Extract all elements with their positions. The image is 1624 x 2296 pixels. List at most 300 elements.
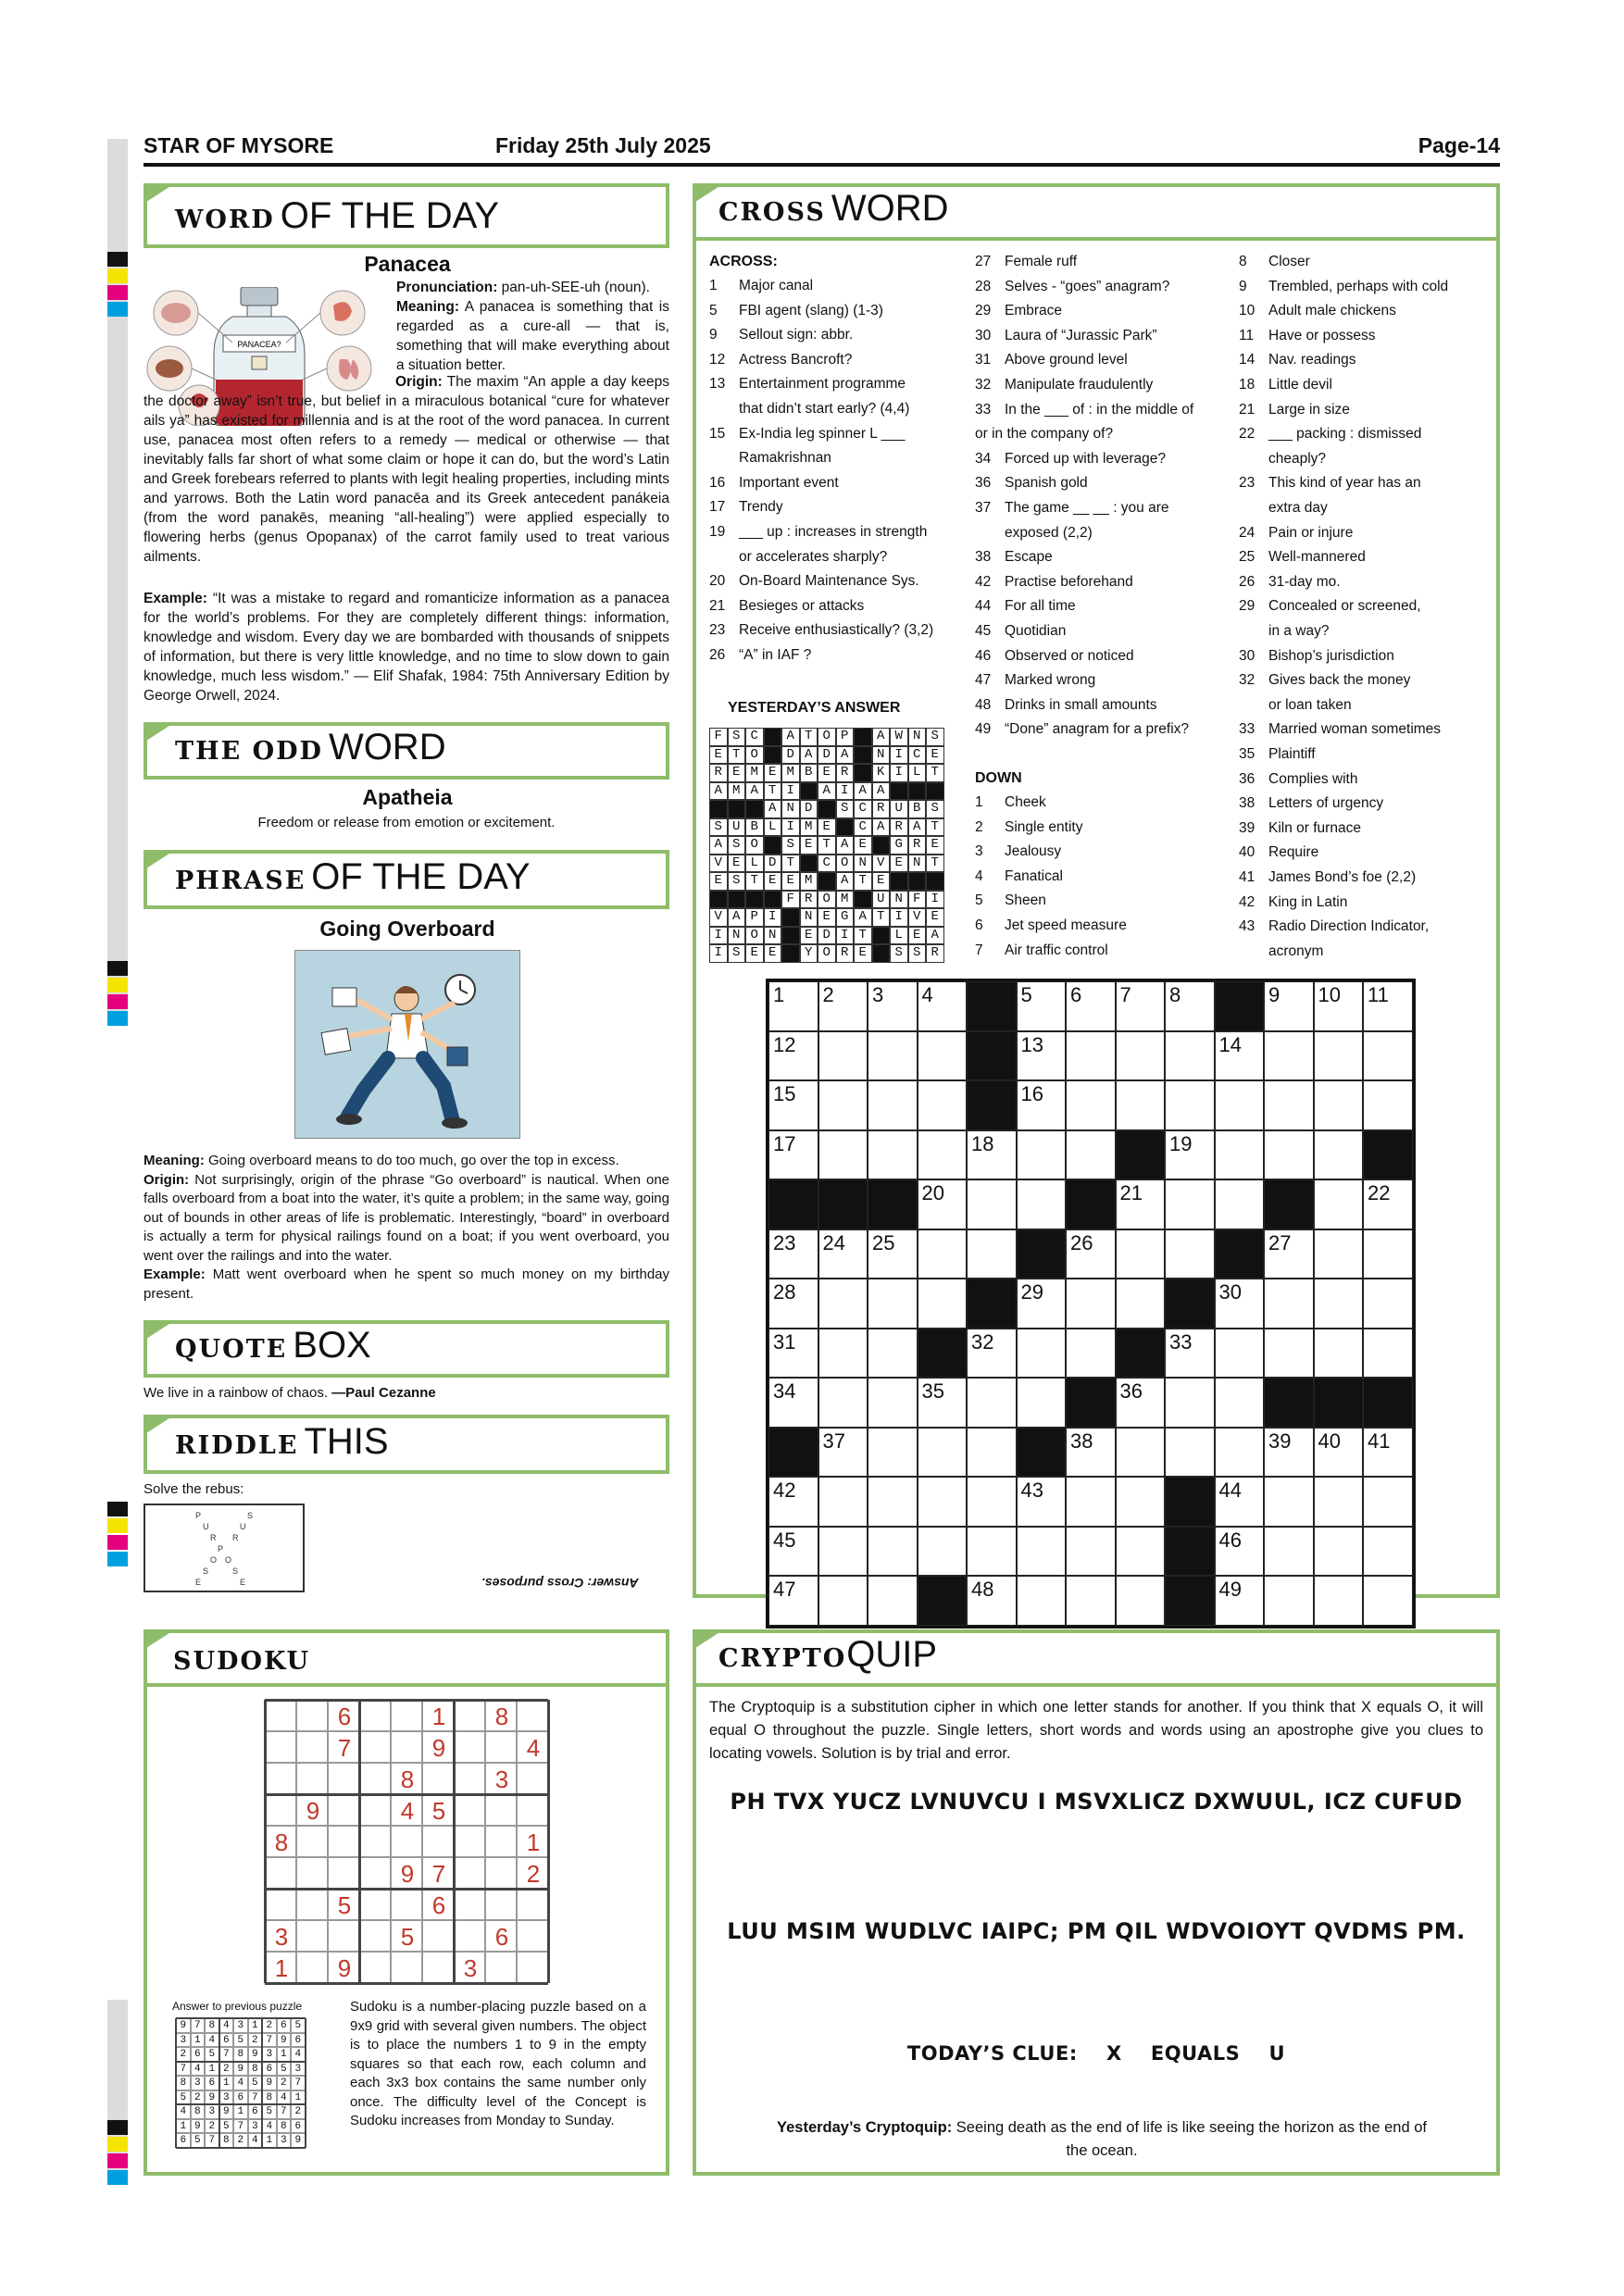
grid-square[interactable]	[1066, 1477, 1116, 1527]
grid-square[interactable]	[1066, 1527, 1116, 1577]
yesterday-cell: A	[836, 746, 855, 765]
grid-square[interactable]	[918, 1130, 968, 1180]
grid-square[interactable]	[768, 1576, 818, 1626]
grid-square[interactable]	[1215, 1130, 1265, 1180]
grid-square[interactable]	[818, 1080, 868, 1130]
grid-square[interactable]	[1066, 1329, 1116, 1379]
registration-mark	[107, 1535, 128, 1550]
sudoku-cell[interactable]	[391, 1700, 422, 1731]
grid-square[interactable]	[918, 1428, 968, 1478]
grid-square[interactable]	[1116, 1279, 1166, 1329]
prev-sudoku-cell: 2	[191, 2090, 206, 2105]
sudoku-cell[interactable]	[485, 1826, 517, 1857]
grid-square[interactable]	[1264, 1576, 1314, 1626]
grid-square[interactable]	[1363, 1279, 1413, 1329]
sudoku-cell[interactable]	[454, 1889, 485, 1920]
grid-square[interactable]	[1165, 1130, 1215, 1180]
grid-square[interactable]	[1363, 1428, 1413, 1478]
black-square	[1215, 981, 1265, 1031]
grid-square[interactable]	[1017, 1179, 1067, 1229]
grid-square[interactable]	[768, 1329, 818, 1379]
yesterday-cell: T	[764, 782, 782, 801]
grid-square[interactable]	[1066, 981, 1116, 1031]
grid-square[interactable]	[918, 1031, 968, 1081]
sudoku-cell[interactable]	[454, 1920, 485, 1952]
clue-text: For all time	[1005, 598, 1076, 615]
yesterday-cell: E	[908, 927, 927, 945]
grid-square[interactable]	[818, 1229, 868, 1279]
clue-number: 34	[773, 1379, 796, 1403]
grid-square[interactable]	[1264, 981, 1314, 1031]
grid-square[interactable]	[1017, 1378, 1067, 1428]
sudoku-cell[interactable]	[485, 1889, 517, 1920]
sudoku-cell[interactable]	[328, 1794, 359, 1826]
sudoku-cell[interactable]	[454, 1857, 485, 1889]
sudoku-cell[interactable]	[422, 1826, 454, 1857]
clue-number: 5	[1020, 983, 1032, 1006]
black-square	[818, 1179, 868, 1229]
grid-square[interactable]	[768, 1527, 818, 1577]
sudoku-cell[interactable]	[296, 1889, 328, 1920]
yesterday-cell: C	[745, 728, 764, 746]
clue-number: 6	[1070, 983, 1082, 1006]
grid-square[interactable]	[1165, 1378, 1215, 1428]
sudoku-digit: 9	[400, 1860, 415, 1888]
grid-square[interactable]	[868, 1229, 918, 1279]
grid-square[interactable]	[967, 1229, 1017, 1279]
grid-square[interactable]	[1314, 1576, 1364, 1626]
sudoku-cell[interactable]	[296, 1920, 328, 1952]
grid-square[interactable]	[818, 1378, 868, 1428]
clue-text: Require	[1268, 844, 1319, 861]
sudoku-cell[interactable]	[359, 1826, 391, 1857]
sudoku-cell[interactable]	[517, 1889, 548, 1920]
sudoku-cell[interactable]	[265, 1731, 296, 1763]
yesterday-cell: E	[818, 818, 836, 837]
sudoku-cell[interactable]	[517, 1700, 548, 1731]
yesterday-cell: M	[800, 872, 818, 891]
yesterday-cell: S	[926, 800, 944, 818]
sudoku-cell[interactable]	[359, 1920, 391, 1952]
grid-square[interactable]	[1165, 1329, 1215, 1379]
sudoku-cell[interactable]	[328, 1763, 359, 1794]
grid-square[interactable]	[818, 1477, 868, 1527]
prev-sudoku-cell: 3	[176, 2033, 191, 2048]
odd-word-title: Apatheia	[362, 785, 453, 809]
grid-square[interactable]	[1363, 1329, 1413, 1379]
grid-square[interactable]	[967, 1130, 1017, 1180]
clue-text: Fanatical	[1005, 867, 1063, 884]
grid-square[interactable]	[818, 1279, 868, 1329]
grid-square[interactable]	[768, 1080, 818, 1130]
clue-text: Concealed or screened,	[1268, 598, 1421, 615]
clue-text: “A” in IAF ?	[739, 647, 812, 663]
riddle-answer: Answer: Cross purposes.	[481, 1576, 639, 1591]
grid-square[interactable]	[818, 1576, 868, 1626]
sudoku-cell[interactable]	[296, 1826, 328, 1857]
grid-square[interactable]	[967, 1428, 1017, 1478]
clue-number: 21	[709, 597, 726, 614]
clue-number: 41	[1368, 1429, 1391, 1453]
sudoku-cell[interactable]	[296, 1731, 328, 1763]
grid-square[interactable]	[868, 1080, 918, 1130]
clue-text: Gives back the money	[1268, 672, 1411, 689]
grid-square[interactable]	[1066, 1576, 1116, 1626]
prev-sudoku-cell: 1	[176, 2119, 191, 2134]
grid-square[interactable]	[1066, 1428, 1116, 1478]
sudoku-cell[interactable]	[422, 1763, 454, 1794]
grid-square[interactable]	[967, 1477, 1017, 1527]
grid-square[interactable]	[1215, 1279, 1265, 1329]
prev-sudoku-cell: 2	[262, 2018, 277, 2033]
odd-word-meaning: Freedom or release from emotion or excitement.	[257, 815, 556, 830]
sudoku-cell[interactable]	[454, 1763, 485, 1794]
grid-square[interactable]	[818, 1527, 868, 1577]
grid-square[interactable]	[1363, 1080, 1413, 1130]
prev-sudoku-cell: 4	[176, 2104, 191, 2119]
sudoku-cell[interactable]	[517, 1794, 548, 1826]
grid-square[interactable]	[1215, 1179, 1265, 1229]
prev-sudoku-cell: 5	[205, 2047, 219, 2062]
rebus-letter: R	[210, 1533, 217, 1542]
prev-sudoku-cell: 1	[291, 2090, 306, 2105]
prev-sudoku-cell: 6	[291, 2033, 306, 2048]
grid-square[interactable]	[1017, 1477, 1067, 1527]
yesterday-cell: W	[890, 728, 908, 746]
grid-square[interactable]	[1116, 1576, 1166, 1626]
grid-square[interactable]	[1264, 1031, 1314, 1081]
grid-square[interactable]	[1017, 1080, 1067, 1130]
grid-square[interactable]	[1314, 1080, 1364, 1130]
sudoku-cell[interactable]	[359, 1700, 391, 1731]
grid-square[interactable]	[1314, 1031, 1364, 1081]
sudoku-cell[interactable]	[485, 1731, 517, 1763]
grid-square[interactable]	[1116, 1031, 1166, 1081]
sudoku-cell[interactable]	[454, 1731, 485, 1763]
grid-square[interactable]	[1116, 1477, 1166, 1527]
running-businessman-icon	[295, 951, 521, 1140]
grid-square[interactable]	[868, 1477, 918, 1527]
grid-square[interactable]	[1017, 1130, 1067, 1180]
sudoku-cell[interactable]	[359, 1794, 391, 1826]
grid-square[interactable]	[1215, 1576, 1265, 1626]
sudoku-digit: 3	[494, 1766, 509, 1793]
sudoku-cell[interactable]	[265, 1763, 296, 1794]
clue-number: 21	[1239, 401, 1255, 418]
clue-text: Manipulate fraudulently	[1005, 377, 1154, 393]
grid-square[interactable]	[967, 1527, 1017, 1577]
grid-square[interactable]	[918, 981, 968, 1031]
grid-square[interactable]	[1017, 981, 1067, 1031]
sudoku-cell[interactable]	[485, 1794, 517, 1826]
grid-square[interactable]	[868, 1576, 918, 1626]
sudoku-cell[interactable]	[359, 1952, 391, 1983]
header-bold: WORD	[175, 206, 275, 234]
grid-square[interactable]	[1314, 1428, 1364, 1478]
clue-number: 42	[773, 1479, 796, 1502]
grid-square[interactable]	[1116, 1428, 1166, 1478]
clue-number: 17	[709, 499, 726, 516]
sudoku-cell[interactable]	[359, 1731, 391, 1763]
clue-number: 9	[1268, 983, 1280, 1006]
black-square	[1066, 1378, 1116, 1428]
word-origin: Origin: The maxim “An apple a day keeps the doctor away” isn’t true, but belief in a miraculous botanical “cure for whatever ails ya” has existed for millennia and is at the root of the word panacea. In current use, panacea most often refers to a remedy — medical or otherwise — that inevitably falls far short of what some claim or hope it can do, but the word’s Latin and Greek forebears referred to plants with legit healing properties, including mints and yarrows. Both the Latin word panacēa and its Greek antecedent panákeia (from the word panakēs, meaning “all-healing”) were applied especially to flowering herbs (genus Opopanax) of the carrot family used to treat various ailments.	[144, 374, 670, 565]
grid-square[interactable]	[818, 1031, 868, 1081]
grid-square[interactable]	[1017, 1527, 1067, 1577]
grid-square[interactable]	[967, 1179, 1017, 1229]
sudoku-cell[interactable]	[296, 1700, 328, 1731]
clue-text: 31-day mo.	[1268, 573, 1341, 590]
sudoku-cell[interactable]	[454, 1700, 485, 1731]
grid-square[interactable]	[868, 1031, 918, 1081]
grid-square[interactable]	[918, 1229, 968, 1279]
grid-square[interactable]	[1215, 1378, 1265, 1428]
grid-square[interactable]	[1264, 1229, 1314, 1279]
grid-square[interactable]	[1215, 1527, 1265, 1577]
header-light: WORD	[328, 727, 446, 767]
yesterday-cell: E	[745, 944, 764, 963]
prev-sudoku-cell: 3	[219, 2090, 234, 2105]
sudoku-cell	[422, 1857, 454, 1889]
clue-number: 14	[1218, 1032, 1242, 1056]
yesterday-black-cell	[908, 782, 927, 801]
sudoku-cell[interactable]	[485, 1857, 517, 1889]
black-square	[967, 1080, 1017, 1130]
grid-square[interactable]	[1264, 1130, 1314, 1180]
grid-square[interactable]	[1165, 1179, 1215, 1229]
grid-square[interactable]	[868, 981, 918, 1031]
yesterday-cell: I	[890, 746, 908, 765]
yesterday-cell: T	[854, 872, 872, 891]
grid-square[interactable]	[1066, 1229, 1116, 1279]
grid-square[interactable]	[818, 1428, 868, 1478]
sudoku-cell[interactable]	[328, 1920, 359, 1952]
grid-square[interactable]	[1314, 1329, 1364, 1379]
grid-square[interactable]	[1116, 981, 1166, 1031]
grid-square[interactable]	[1314, 1130, 1364, 1180]
sudoku-cell	[328, 1731, 359, 1763]
sudoku-cell[interactable]	[359, 1763, 391, 1794]
grid-square[interactable]	[1165, 1229, 1215, 1279]
sudoku-cell[interactable]	[296, 1763, 328, 1794]
clue-number: 41	[1239, 869, 1255, 885]
sudoku-cell	[485, 1763, 517, 1794]
grid-square[interactable]	[1314, 1179, 1364, 1229]
sudoku-cell[interactable]	[517, 1920, 548, 1952]
word-example: Example: “It was a mistake to regard and romanticize information as a panacea for the world’s problems. For they are completely different things: information, knowledge and wisdom. Every day we are bombarded with thousands of snippets of information, but there is very little knowledge, and no time to slow down to gain knowledge, much less wisdom.” — Elif Shafak, 1984: 75th Anniversary Edition by George Orwell, 2024.	[144, 591, 669, 704]
grid-square[interactable]	[918, 1179, 968, 1229]
grid-square[interactable]	[1165, 1080, 1215, 1130]
clue-number: 1	[709, 278, 718, 293]
grid-square[interactable]	[1215, 1477, 1265, 1527]
sudoku-cell[interactable]	[391, 1889, 422, 1920]
grid-square[interactable]	[868, 1428, 918, 1478]
yesterday-cell: N	[764, 927, 782, 945]
grid-square[interactable]	[1314, 1279, 1364, 1329]
sudoku-cell[interactable]	[454, 1794, 485, 1826]
grid-square[interactable]	[868, 1527, 918, 1577]
sudoku-cell[interactable]	[391, 1731, 422, 1763]
sudoku-cell[interactable]	[265, 1794, 296, 1826]
grid-square[interactable]	[1314, 981, 1364, 1031]
yesterday-cell: S	[908, 944, 927, 963]
sudoku-cell[interactable]	[296, 1952, 328, 1983]
grid-square[interactable]	[768, 1378, 818, 1428]
sudoku-cell[interactable]	[517, 1763, 548, 1794]
grid-square[interactable]	[1116, 1229, 1166, 1279]
grid-square[interactable]	[1314, 1229, 1364, 1279]
grid-square[interactable]	[768, 1279, 818, 1329]
grid-square[interactable]	[967, 1576, 1017, 1626]
grid-square[interactable]	[1264, 1080, 1314, 1130]
sudoku-cell	[391, 1857, 422, 1889]
grid-square[interactable]	[1363, 1031, 1413, 1081]
grid-square[interactable]	[768, 1031, 818, 1081]
grid-square[interactable]	[768, 1229, 818, 1279]
yesterday-black-cell	[781, 927, 800, 945]
grid-square[interactable]	[1066, 1279, 1116, 1329]
grid-square[interactable]	[1066, 1080, 1116, 1130]
svg-text:U: U	[240, 1522, 246, 1531]
sudoku-cell[interactable]	[391, 1826, 422, 1857]
sudoku-cell[interactable]	[265, 1700, 296, 1731]
prev-sudoku-cell: 4	[277, 2090, 292, 2105]
yesterday-cell: F	[908, 891, 927, 909]
registration-mark	[107, 268, 128, 283]
sudoku-cell[interactable]	[391, 1952, 422, 1983]
grid-square[interactable]	[1363, 1229, 1413, 1279]
prev-sudoku-cell: 1	[219, 2076, 234, 2090]
grid-square[interactable]	[768, 981, 818, 1031]
grid-square[interactable]	[918, 1527, 968, 1577]
sudoku-digit: 2	[526, 1860, 541, 1888]
grid-square[interactable]	[1363, 1179, 1413, 1229]
grid-square[interactable]	[1314, 1477, 1364, 1527]
grid-square[interactable]	[1017, 1279, 1067, 1329]
grid-square[interactable]	[1165, 981, 1215, 1031]
clue-text: Important event	[739, 474, 839, 491]
grid-square[interactable]	[1116, 1179, 1166, 1229]
grid-square[interactable]	[1215, 1031, 1265, 1081]
grid-square[interactable]	[1116, 1527, 1166, 1577]
sudoku-cell[interactable]	[359, 1857, 391, 1889]
registration-mark	[107, 285, 128, 300]
registration-mark	[107, 2137, 128, 2152]
sudoku-cell[interactable]	[296, 1857, 328, 1889]
sudoku-cell[interactable]	[517, 1952, 548, 1983]
clue-text: Actress Bancroft?	[739, 351, 853, 368]
grid-square[interactable]	[1264, 1279, 1314, 1329]
prev-sudoku-cell: 6	[233, 2090, 248, 2105]
cryptoquip-header	[693, 1629, 1500, 1687]
yesterday-cell: E	[926, 908, 944, 927]
sudoku-cell[interactable]	[422, 1952, 454, 1983]
sudoku-cell[interactable]	[328, 1857, 359, 1889]
grid-square[interactable]	[1165, 1428, 1215, 1478]
prev-sudoku-cell: 6	[291, 2119, 306, 2134]
grid-square[interactable]	[868, 1279, 918, 1329]
grid-square[interactable]	[1264, 1527, 1314, 1577]
grid-square[interactable]	[918, 1279, 968, 1329]
clue-text: Escape	[1005, 549, 1053, 566]
grid-square[interactable]	[1116, 1378, 1166, 1428]
grid-square[interactable]	[1066, 1031, 1116, 1081]
yesterday-black-cell	[745, 891, 764, 909]
grid-square[interactable]	[918, 1477, 968, 1527]
clue-text: Trembled, perhaps with cold	[1268, 278, 1449, 294]
sudoku-cell[interactable]	[265, 1857, 296, 1889]
grid-square[interactable]	[818, 981, 868, 1031]
clue-text: ___ up : increases in strength	[739, 524, 928, 540]
grid-square[interactable]	[1066, 1130, 1116, 1180]
grid-square[interactable]	[1264, 1428, 1314, 1478]
grid-square[interactable]	[1363, 1527, 1413, 1577]
grid-square[interactable]	[1314, 1527, 1364, 1577]
grid-square[interactable]	[1116, 1080, 1166, 1130]
grid-square[interactable]	[868, 1378, 918, 1428]
grid-square[interactable]	[868, 1329, 918, 1379]
sudoku-cell[interactable]	[328, 1826, 359, 1857]
grid-square[interactable]	[1215, 1080, 1265, 1130]
yesterday-black-cell	[872, 927, 891, 945]
clue-text: James Bond’s foe (2,2)	[1268, 869, 1417, 885]
yesterday-cell: V	[908, 908, 927, 927]
grid-square[interactable]	[1363, 981, 1413, 1031]
prev-sudoku-cell: 5	[277, 2062, 292, 2077]
header-bold: THE ODD	[175, 737, 323, 766]
grid-square[interactable]	[1264, 1329, 1314, 1379]
grid-square[interactable]	[1017, 1329, 1067, 1379]
clue-text: Well-mannered	[1268, 549, 1366, 566]
grid-square[interactable]	[768, 1130, 818, 1180]
header-bold: QUOTE	[175, 1335, 288, 1364]
clue-number: 2	[975, 818, 983, 835]
yesterday-cell: E	[800, 927, 818, 945]
yesterday-cell: C	[854, 818, 872, 837]
header-bold: CRYPTO	[718, 1644, 847, 1673]
yesterday-black-cell	[818, 872, 836, 891]
clue-text: Above ground level	[1005, 352, 1128, 368]
grid-square[interactable]	[1215, 1428, 1265, 1478]
grid-square[interactable]	[818, 1329, 868, 1379]
grid-square[interactable]	[818, 1130, 868, 1180]
grid-square[interactable]	[1363, 1477, 1413, 1527]
sudoku-cell[interactable]	[359, 1889, 391, 1920]
prev-box-line	[219, 2018, 220, 2148]
grid-square[interactable]	[1165, 1031, 1215, 1081]
sudoku-cell[interactable]	[265, 1889, 296, 1920]
grid-square[interactable]	[768, 1477, 818, 1527]
grid-square[interactable]	[967, 1378, 1017, 1428]
sudoku-cell[interactable]	[485, 1952, 517, 1983]
clue-text: Receive enthusiastically? (3,2)	[739, 622, 934, 639]
grid-square[interactable]	[918, 1080, 968, 1130]
grid-square[interactable]	[1264, 1477, 1314, 1527]
grid-square[interactable]	[1215, 1329, 1265, 1379]
grid-square[interactable]	[1363, 1576, 1413, 1626]
grid-square[interactable]	[868, 1130, 918, 1180]
clue-number: 15	[773, 1082, 796, 1105]
sudoku-cell[interactable]	[422, 1920, 454, 1952]
grid-square[interactable]	[1017, 1031, 1067, 1081]
grid-square[interactable]	[918, 1378, 968, 1428]
clue-text: Single entity	[1005, 818, 1083, 835]
grid-square[interactable]	[1017, 1576, 1067, 1626]
word-title: Panacea	[364, 252, 451, 276]
sudoku-cell[interactable]	[454, 1826, 485, 1857]
grid-square[interactable]	[967, 1329, 1017, 1379]
yesterday-cell: G	[836, 908, 855, 927]
